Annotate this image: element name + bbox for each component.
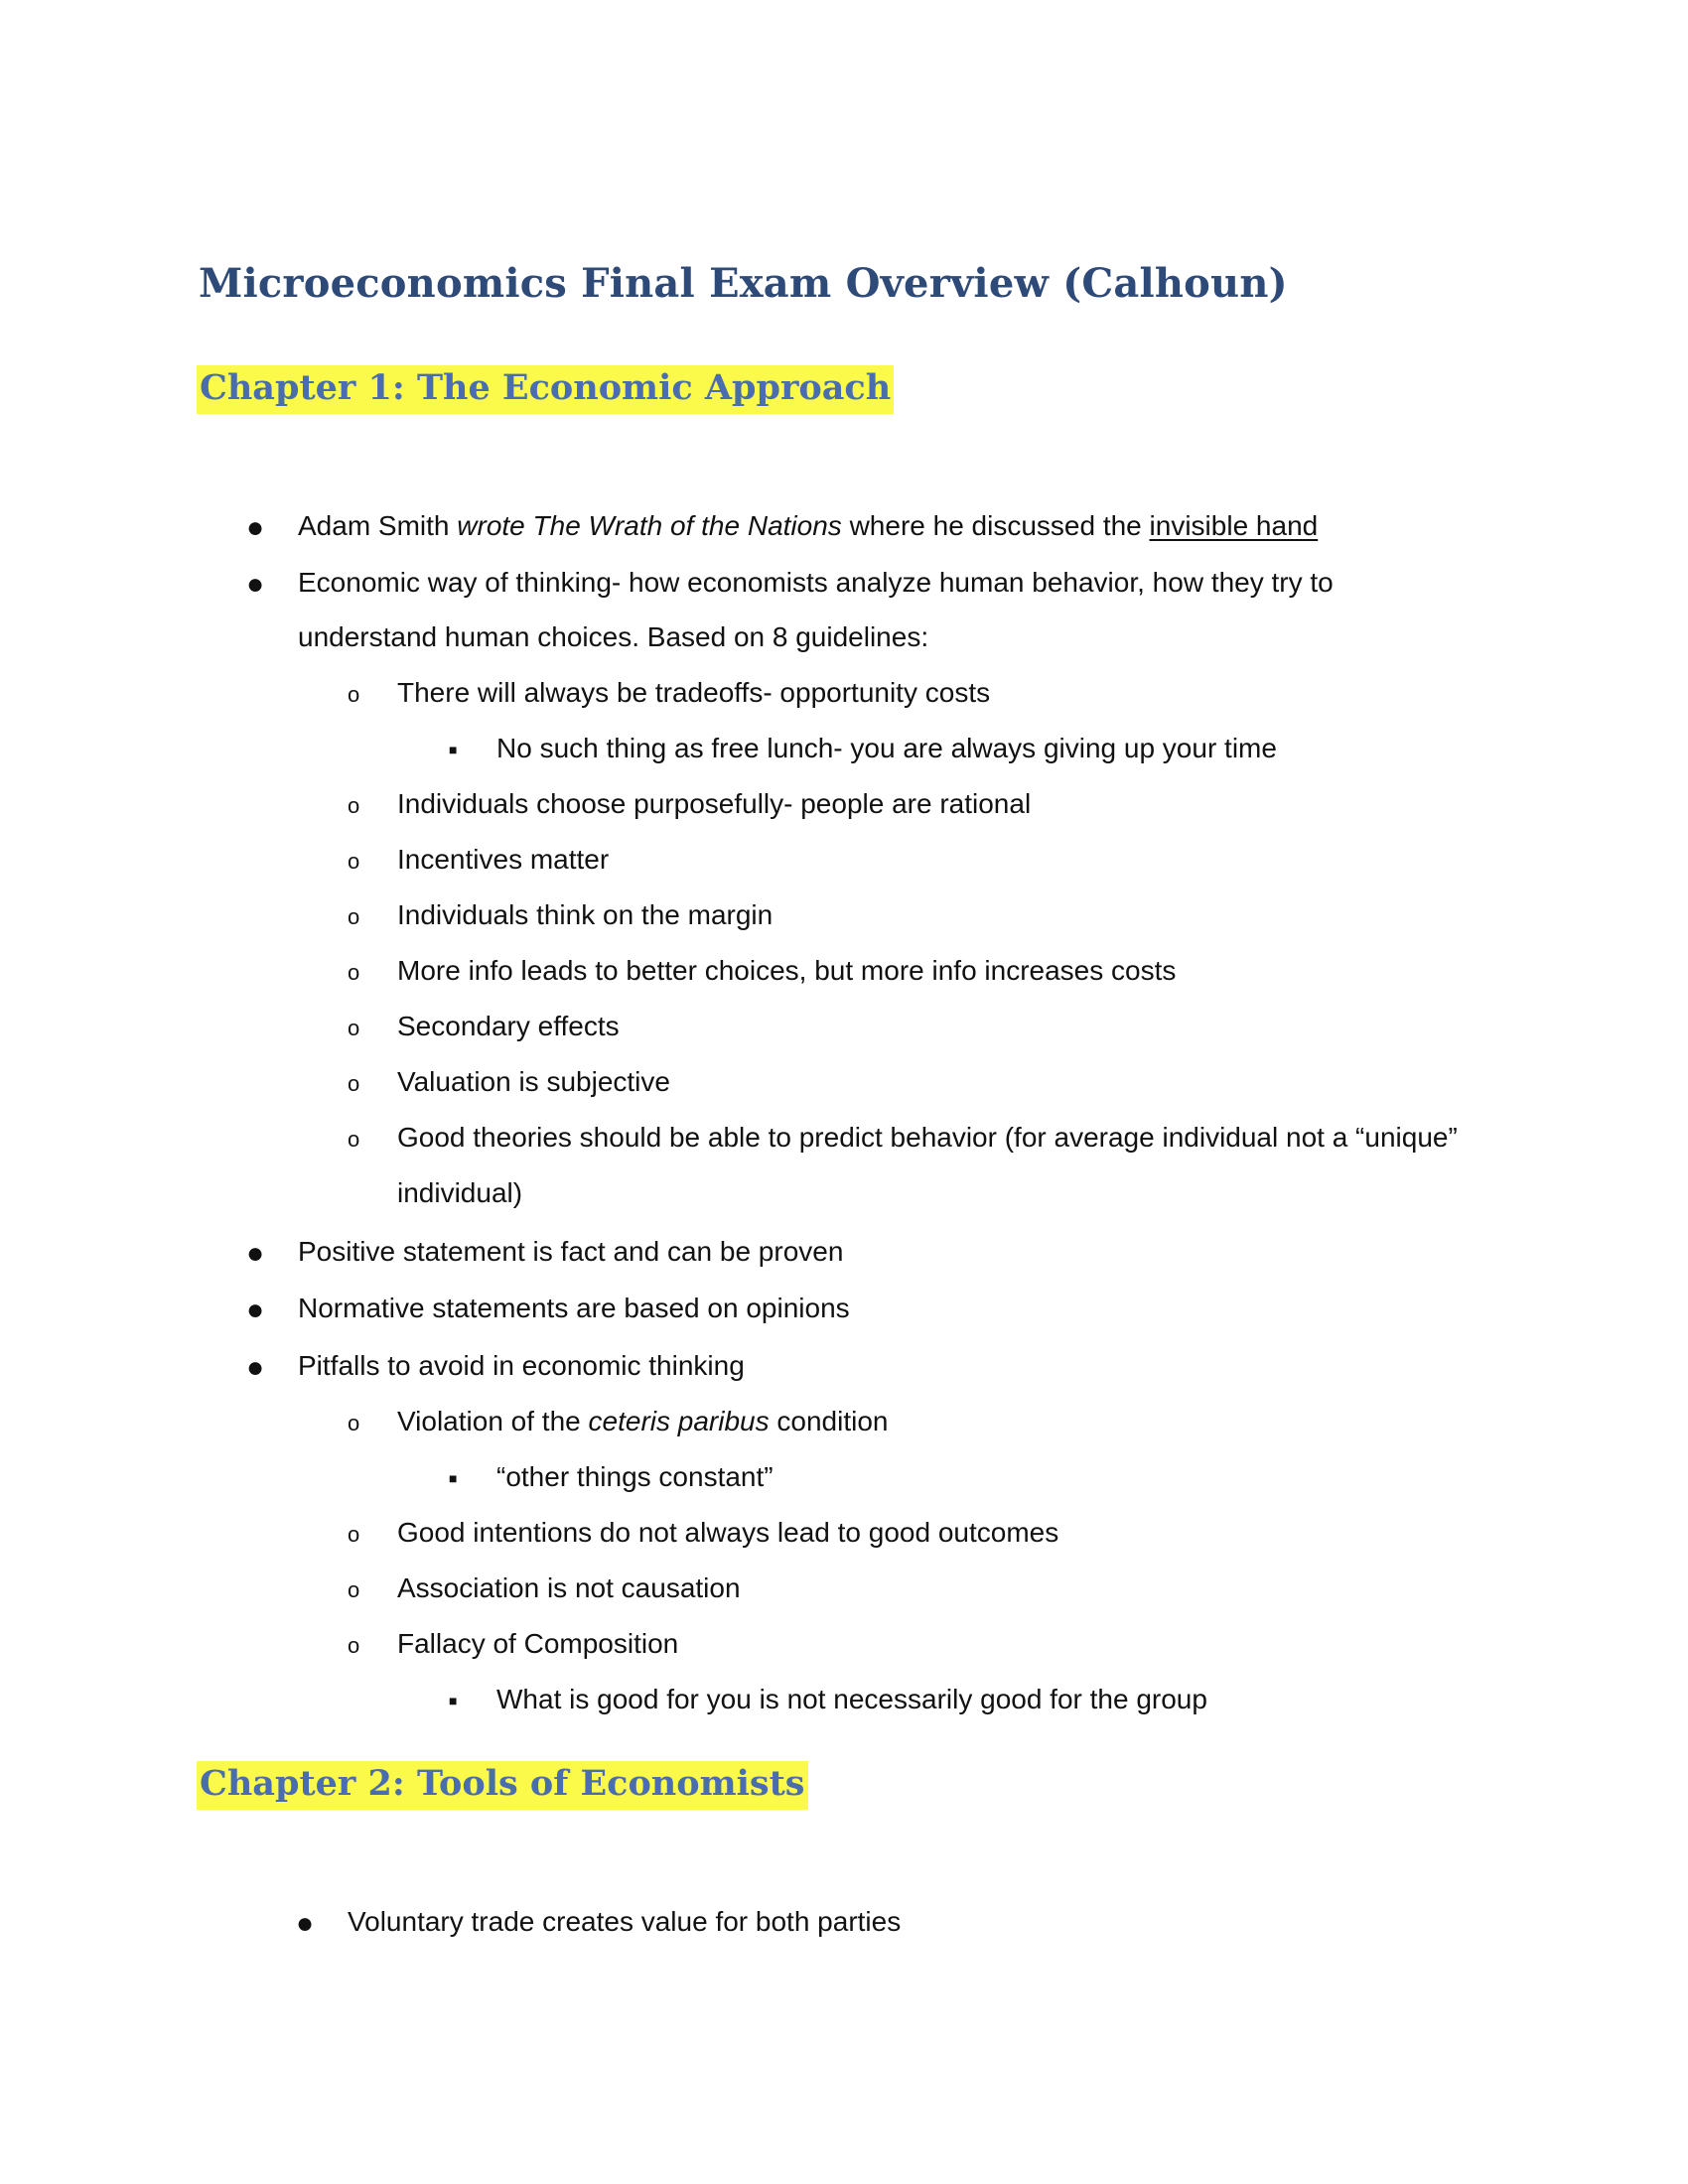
list-item-association: Association is not causation (397, 1572, 741, 1603)
list-item-more-info: More info leads to better choices, but more info increases costs (397, 955, 1177, 986)
bullet-marker: ● (246, 1237, 265, 1270)
list-item-tradeoffs: There will always be tradeoffs- opportunity costs (397, 677, 991, 708)
list-item-positive-statement: Positive statement is fact and can be proven (298, 1236, 844, 1267)
circle-marker: o (348, 682, 360, 707)
bullet-marker: ● (246, 1351, 265, 1384)
list-item-incentives: Incentives matter (397, 844, 610, 875)
book-title-italic: wrote The Wrath of the Nations (457, 510, 842, 541)
list-item-good-theories-line1: Good theories should be able to predict behavior (for average individual not a “unique” (397, 1122, 1458, 1153)
text-fragment: Violation of the (397, 1406, 589, 1436)
circle-marker: o (348, 1633, 360, 1658)
circle-marker: o (348, 849, 360, 874)
square-marker: ■ (449, 742, 458, 757)
ceteris-paribus-italic: ceteris paribus (588, 1406, 770, 1436)
text-fragment: Adam Smith (298, 510, 458, 541)
list-item-margin: Individuals think on the margin (397, 899, 774, 930)
list-item-free-lunch: No such thing as free lunch- you are always giving up your time (496, 733, 1277, 763)
list-item-secondary-effects: Secondary effects (397, 1011, 620, 1041)
text-fragment: condition (769, 1406, 889, 1436)
list-item-economic-thinking-line1: Economic way of thinking- how economists analyze human behavior, how they try to (298, 567, 1334, 598)
invisible-hand-underlined: invisible hand (1149, 510, 1319, 541)
list-item-other-things-constant: “other things constant” (496, 1461, 774, 1492)
list-item-normative-statement: Normative statements are based on opinions (298, 1293, 850, 1323)
list-item-fallacy-composition: Fallacy of Composition (397, 1628, 679, 1659)
page-title: Microeconomics Final Exam Overview (Calhoun) (199, 260, 1288, 307)
list-item-good-theories-line2: individual) (397, 1177, 523, 1208)
circle-marker: o (348, 1411, 360, 1435)
circle-marker: o (348, 1522, 360, 1547)
list-item-good-intentions: Good intentions do not always lead to good outcomes (397, 1517, 1059, 1548)
list-item-purposefully: Individuals choose purposefully- people are rational (397, 788, 1032, 819)
circle-marker: o (348, 1071, 360, 1096)
circle-marker: o (348, 1577, 360, 1602)
circle-marker: o (348, 904, 360, 929)
list-item-economic-thinking-line2: understand human choices. Based on 8 guidelines: (298, 621, 929, 652)
square-marker: ■ (449, 1470, 458, 1486)
chapter-2-heading: Chapter 2: Tools of Economists (197, 1761, 808, 1810)
list-item-pitfalls: Pitfalls to avoid in economic thinking (298, 1350, 745, 1381)
square-marker: ■ (449, 1693, 458, 1708)
circle-marker: o (348, 1016, 360, 1040)
list-item-ceteris-paribus (397, 1404, 888, 1439)
text-fragment: where he discussed the (841, 510, 1150, 541)
list-item-adam-smith (298, 508, 1318, 544)
bullet-marker: ● (296, 1907, 315, 1940)
bullet-marker: ● (246, 511, 265, 544)
bullet-marker: ● (246, 1294, 265, 1326)
chapter-1-heading: Chapter 1: The Economic Approach (197, 365, 894, 414)
list-item-good-for-group: What is good for you is not necessarily good for the group (496, 1684, 1207, 1714)
list-item-valuation: Valuation is subjective (397, 1066, 670, 1097)
list-item-voluntary-trade: Voluntary trade creates value for both parties (348, 1906, 902, 1937)
circle-marker: o (348, 1127, 360, 1152)
bullet-marker: ● (246, 568, 265, 601)
circle-marker: o (348, 960, 360, 985)
circle-marker: o (348, 793, 360, 818)
